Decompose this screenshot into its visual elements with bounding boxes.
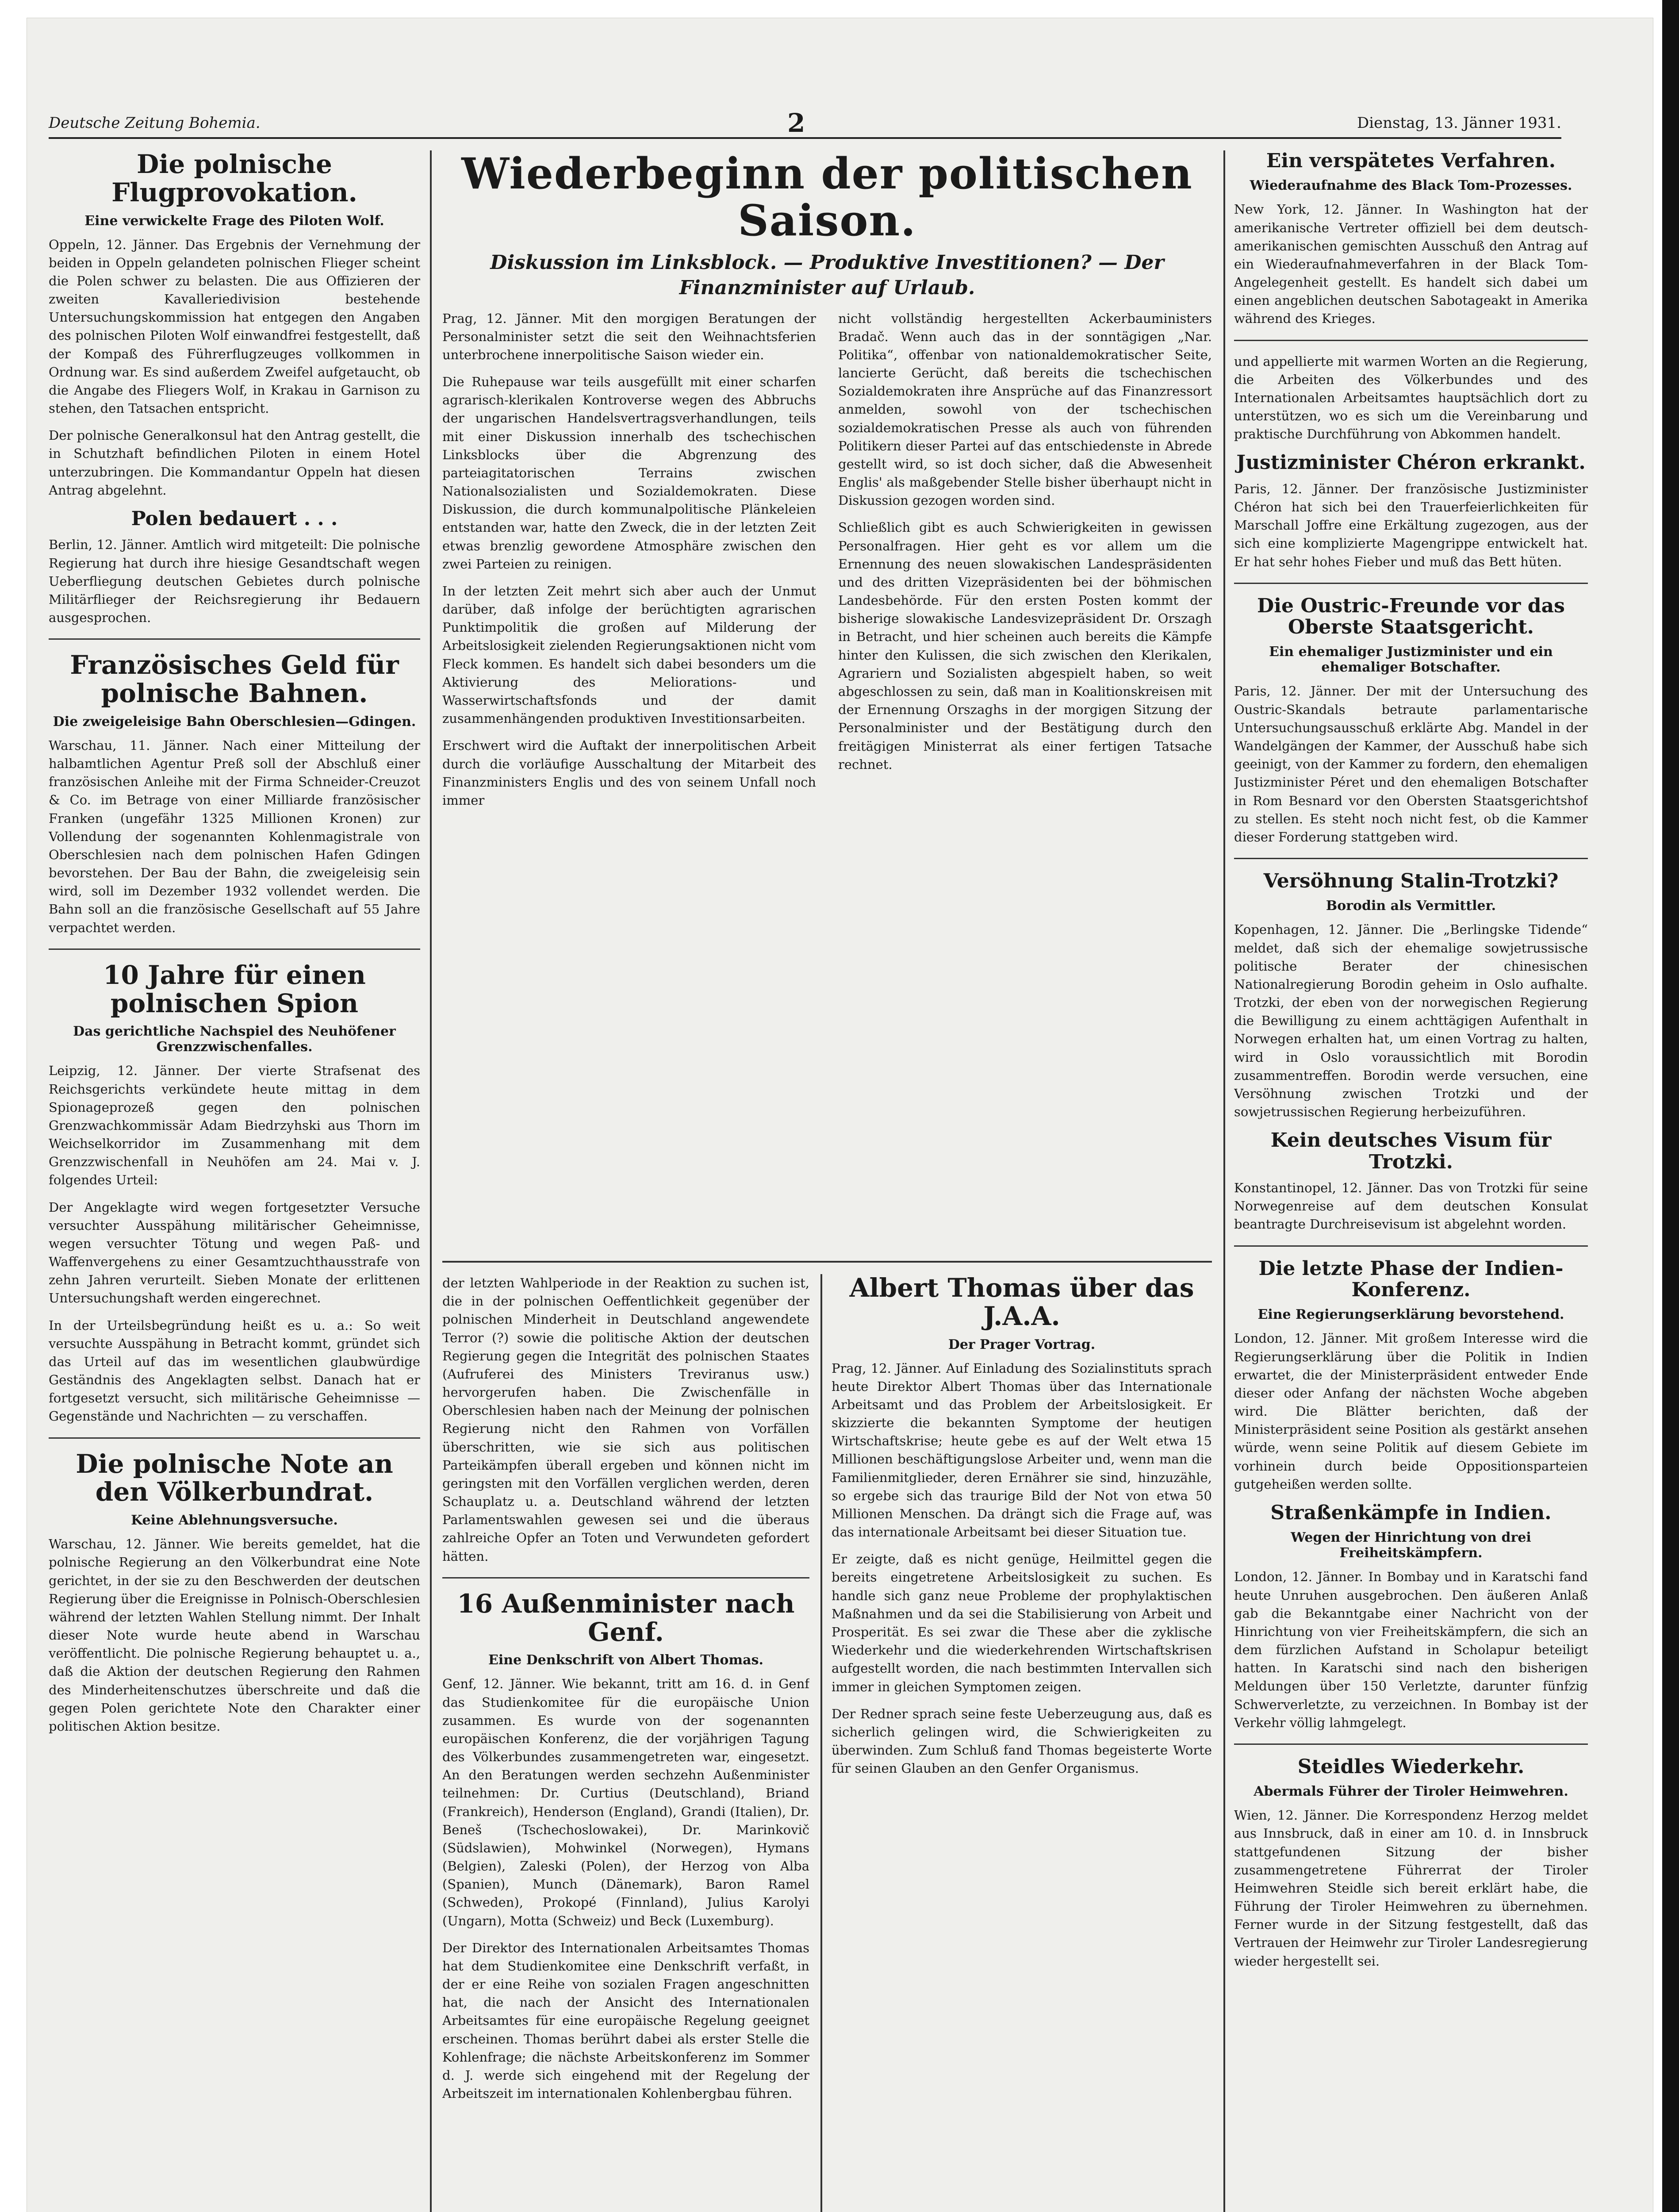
divider — [1234, 1743, 1588, 1745]
article-subtitle: Eine Regierungserklärung bevorstehend. — [1257, 1307, 1564, 1323]
article-text: Konstantinopel, 12. Jänner. Das von Trotzki für seine Norwegenreise auf dem deutschen Konsulat beantragte Durchreisevisum ist abgelehnt worden. — [1234, 1180, 1588, 1232]
article-text: und appellierte mit warmen Worten an die Regierung, die Arbeiten des Völkerbundes und des Internationalen Arbeitsamtes hauptsächlich dort zu unterstützen, wo es sich um die Vereinbarung und praktische Durchführung von Abkommen handelt. — [1234, 353, 1588, 442]
divider — [1234, 340, 1588, 341]
article-text: Der Angeklagte wird wegen fortgesetzter Versuche versuchter Ausspähung militärischer Geheimnisse, wegen versuchter Tötung und wegen Paß- und Waffenvergehens zu einer Gesamtzuchthausstrafe von zehn Jahren verurteilt. Sieben Monate der erlittenen Untersuchungshaft werden eingerechnet. — [49, 1199, 420, 1306]
lead-columns — [442, 310, 1212, 818]
divider — [49, 1437, 420, 1439]
lead-article — [442, 150, 1212, 1265]
article-text: Berlin, 12. Jänner. Amtlich wird mitgeteilt: Die polnische Regierung hat durch ihre hiesige Gesandtschaft wegen Ueberfliegung deutschen Gebietes durch polnische Militärflieger der Reichsregierung ihr Bedauern ausgesprochen. — [49, 537, 420, 626]
article-title: Die Oustric-Freunde vor das Oberste Staatsgericht. — [1257, 594, 1565, 639]
article-text: Oppeln, 12. Jänner. Das Ergebnis der Vernehmung der beiden in Oppeln gelandeten polnischen Flieger scheint die Polen schwer zu belasten. Die aus Offizieren der zweiten Kavalleriedivision bestehende Untersuchungskommission hat entgegen den Angaben des polnischen Piloten Wolf einwandfrei festgestellt, daß der Kompaß des Führerflugzeuges vollkommen in Ordnung war. Es sind außerdem Zweifel aufgetaucht, ob die Angabe des Fliegers Wolf, in Krakau in Garnison zu stehen, den Tatsachen entspricht. — [49, 237, 420, 416]
article-title: Steidles Wiederkehr. — [1297, 1755, 1525, 1778]
column-4 — [1234, 150, 1588, 2212]
article-text: New York, 12. Jänner. In Washington hat der amerikanische Vertreter offiziell bei dem deutsch-amerikanischen gemischten Ausschuß den Antrag auf ein Wiederaufnahmeverfahren in der Black Tom-Angelegenheit gestellt. Es handelt sich dabei um einen angeblichen deutschen Sabotageakt in Amerika während des Krieges. — [1234, 202, 1588, 326]
article-text: Der Direktor des Internationalen Arbeitsamtes Thomas hat dem Studienkomitee eine Denkschrift verfaßt, in der er eine Reihe von sozialen Fragen angeschnitten hat, die nach der Ansicht des Internationalen Arbeitsamtes für eine europäische Regelung geeignet erscheinen. Thomas berührt dabei als erster Stelle die Kohlenfrage; die nächste Arbeitskonferenz im Sommer d. J. werde sich eingehend mit der Regelung der Arbeitszeit im internationalen Kohlenbergbau führen. — [442, 1940, 809, 2101]
lead-title: Wiederbeginn der politischen Saison. — [461, 150, 1193, 246]
article-title: Justizminister Chéron erkrankt. — [1236, 451, 1586, 474]
article-text: Kopenhagen, 12. Jänner. Die „Berlingske Tidende“ meldet, daß sich der ehemalige sowjetrussische politische Berater der chinesischen Nationalregierung Borodin geheim in Oslo aufhalte. Trotzki, der eben von der norwegischen Regierung die Bewilligung zu einem achttägigen Aufenthalt in Norwegen erhalten hat, um einen Vortrag zu halten, wird in Oslo voraussichtlich mit Borodin zusammentreffen. Borodin werde versuchen, eine Versöhnung zwischen Trotzki und der sowjetrussischen Regierung herbeizuführen. — [1234, 922, 1588, 1120]
column-2-lower — [442, 1274, 809, 2212]
article-title: Kein deutsches Visum für Trotzki. — [1270, 1129, 1552, 1173]
issue-date: Dienstag, 13. Jänner 1931. — [1357, 114, 1561, 132]
article-text: London, 12. Jänner. In Bombay und in Karatschi fand heute Unruhen ausgebrochen. Den äußeren Anlaß gab die Bekanntgabe einer Nachricht von der Hinrichtung von vier Freiheitskämpfern, die sich an dem fürzlichen Aufstand in Scholapur beteiligt hatten. In Karatschi sind nach den bisherigen Meldungen über 150 Verletzte, darunter fünfzig Schwerverletzte, zu verzeichnen. In Bombay ist der Verkehr völlig lahmgelegt. — [1234, 1569, 1588, 1730]
article-title: Französisches Geld für polnische Bahnen. — [70, 650, 399, 709]
article-title: Ein verspätetes Verfahren. — [1266, 150, 1556, 172]
article-subtitle: Abermals Führer der Tiroler Heimwehren. — [1254, 1784, 1568, 1800]
column-rule-3 — [1223, 150, 1225, 2212]
column-rule-1 — [430, 150, 432, 2212]
article-text: Paris, 12. Jänner. Der französische Justizminister Chéron hat sich bei den Trauerfeierlichkeiten für Marschall Joffre eine Erkältung zugezogen, aus der sich eine komplizierte Magengrippe entwickelt hat. Er hat sehr hohes Fieber und muß das Bett hüten. — [1234, 481, 1588, 569]
article-text: In der Urteilsbegründung heißt es u. a.: So weit versuchte Ausspähung in Betracht kommt, gründet sich das Urteil auf das im wesentlichen glaubwürdige Geständnis des Angeklagten selbst. Danach hat er fortgesetzt versucht, sich militärische Geheimnisse — Gegenstände und Nachrichten — zu verschaffen. — [49, 1317, 420, 1424]
article-text: nicht vollständig hergestellten Ackerbauministers Bradač. Wenn auch das in der sonntägigen „Nar. Politika“, offenbar von nationaldemokratischer Seite, lancierte Gerücht, daß bereits die tschechischen Sozialdemokraten ihre Ansprüche auf das Finanzressort anmelden, sowohl von der tschechischen sozialdemokratischen Presse als auch von führenden Politikern dieser Partei auf das entschiedenste in Abrede gestellt wird, so ist doch sicher, daß die Abwesenheit Englis' als maßgebender Stelle bisher überhaupt nicht in Diskussion gezogen worden sind. — [838, 311, 1212, 508]
article-text: Schließlich gibt es auch Schwierigkeiten in gewissen Personalfragen. Hier geht es vor allem um die Ernennung des neuen slowakischen Landespräsidenten und des dritten Vizepräsidenten bei der böhmischen Landesbehörde. Für den ersten Posten kommt der bisherige slowakische Landesvizepräsident Dr. Orszagh in Betracht, und hier scheinen auch bereits die Kämpfe hinter den Kulissen, die sich zwischen den Klerikalen, Agrariern und Sozialisten abgespielt haben, so weit abgeschlossen zu sein, daß man in Koalitionskreisen mit der Ernennung Orszaghs in der morgigen Sitzung der Personalminister und der Bestätigung durch den freitägigen Ministerrat als einer fertigen Tatsache rechnet. — [838, 520, 1212, 772]
article-subtitle: Die zweigeleisige Bahn Oberschlesien—Gdingen. — [53, 714, 416, 730]
page-number: 2 — [787, 108, 805, 138]
article-title: Albert Thomas über das J.A.A. — [849, 1274, 1194, 1331]
lead-subtitle: Diskussion im Linksblock. — Produktive Investitionen? — Der Finanzminister auf Urlaub. — [490, 251, 1164, 300]
article-text: Genf, 12. Jänner. Wie bekannt, tritt am 16. d. in Genf das Studienkomitee für die europäische Union zusammen. Es wurde von der sogenannten europäischen Konferenz, die der vorjährigen Tagung des Völkerbundes zusammengetreten war, eingesetzt. An den Beratungen werden sechzehn Außenminister teilnehmen: Dr. Curtius (Deutschland), Briand (Frankreich), Henderson (England), Grandi (Italien), Dr. Beneš (Tschechoslowakei), Dr. Marinkovič (Südslawien), Mohwinkel (Norwegen), Hymans (Belgien), Zaleski (Polen), der Herzog von Alba (Spanien), Munch (Dänemark), Baron Ramel (Schweden), Prokopé (Finnland), Julius Karolyi (Ungarn), Motta (Schweiz) und Beck (Luxemburg). — [442, 1676, 809, 1928]
article-title: Straßenkämpfe in Indien. — [1270, 1501, 1552, 1524]
article-title: Die polnische Note an den Völkerbundrat. — [76, 1448, 393, 1507]
article-title: Die letzte Phase der Indien-Konferenz. — [1258, 1257, 1564, 1301]
article-subtitle: Keine Ablehnungsversuche. — [131, 1513, 338, 1528]
column-rule-2 — [820, 1274, 822, 2212]
divider — [442, 1577, 809, 1578]
article-text: Der polnische Generalkonsul hat den Antrag gestellt, die in Schutzhaft befindlichen Piloten in einem Hotel unterzubringen. Die Kommandantur Oppeln hat diesen Antrag abgelehnt. — [49, 428, 420, 498]
page-header — [49, 108, 1561, 139]
article-subtitle: Ein ehemaliger Justizminister und ein ehemaliger Botschafter. — [1269, 644, 1553, 676]
article-subtitle: Der Prager Vortrag. — [948, 1336, 1096, 1352]
article-text: Leipzig, 12. Jänner. Der vierte Strafsenat des Reichsgerichts verkündete heute mittag in dem Spionageprozeß gegen den polnischen Grenzwachkommissär Adam Biedrzyhski aus Thorn im Weichselkorridor im Zusammenhang mit dem Grenzzwischenfall in Neuhöfen am 24. Mai v. J. folgendes Urteil: — [49, 1063, 420, 1188]
article-text: London, 12. Jänner. Mit großem Interesse wird die Regierungserklärung über die Politik in Indien erwartet, die der Ministerpräsident entweder Ende dieser oder Anfang der nächsten Woche abgeben wird. Die Blätter berichten, daß der Ministerpräsident seine Position als gestärkt ansehen würde, wenn seine Politik auf diesem Gebiete im vorhinein durch beide Oppositionsparteien gutgeheißen werden sollte. — [1234, 1331, 1588, 1492]
article-title: 16 Außenminister nach Genf. — [457, 1588, 795, 1647]
column-1 — [49, 150, 420, 2212]
article-text: Warschau, 12. Jänner. Wie bereits gemeldet, hat die polnische Regierung an den Völkerbundrat eine Note gerichtet, in der sie zu den Beschwerden der deutschen Regierung über die Ereignisse in Polnisch-Oberschlesien während der letzten Wahlen Stellung nimmt. Der Inhalt dieser Note wurde heute abend in Warschau veröffentlicht. Die polnische Regierung behauptet u. a., daß die Aktion der deutschen Regierung den Rahmen des Minderheitenschutzes überschreite und daß die gegen Polen gerichtete Note den Charakter einer politischen Aktion besitze. — [49, 1536, 420, 1734]
article-title: Die polnische Flugprovokation. — [111, 150, 357, 207]
article-subtitle: Wiederaufnahme des Black Tom-Prozesses. — [1250, 178, 1572, 194]
article-subtitle: Borodin als Vermittler. — [1326, 898, 1496, 914]
scan-edge — [1662, 0, 1679, 2212]
lead-column-right — [838, 310, 1212, 818]
article-text: Er zeigte, daß es nicht genüge, Heilmittel gegen die bereits eingetretene Arbeitslosigkeit zu suchen. Es handle sich ganz neue Probleme der prophylaktischen Maßnahmen und da sei die Stabilisierung von Arbeit und Prosperität. Es sei zwar die These aber die zyklische Wiederkehr und die wiederkehrenden Wirtschaftskrisen aufgestellt worden, die nach bestimmten Intervallen sich immer in gleichen Symptomen zeigen. — [832, 1551, 1212, 1694]
article-text: Erschwert wird die Auftakt der innerpolitischen Arbeit durch die vorläufige Ausschaltung der Mitarbeit des Finanzministers Englis und des von seinem Unfall noch immer — [442, 738, 816, 808]
article-title: 10 Jahre für einen polnischen Spion — [103, 960, 366, 1018]
article-text: Paris, 12. Jänner. Der mit der Untersuchung des Oustric-Skandals betraute parlamentarische Untersuchungsausschuß erklärte Abg. Mandel in der Wandelgängen der Kammer, der Ausschuß habe sich geeinigt, von der Kammer zu fordern, den ehemaligen Justizminister Péret und den ehemaligen Botschafter in Rom Besnard vor den Obersten Staatsgerichtshof zu stellen. Es steht noch nicht fest, ob die Kammer dieser Forderung stattgeben wird. — [1234, 684, 1588, 845]
article-subtitle: Das gerichtliche Nachspiel des Neuhöfener Grenzzwischenfalles. — [73, 1024, 396, 1055]
article-title: Versöhnung Stalin-Trotzki? — [1263, 870, 1559, 893]
article-text: In der letzten Zeit mehrt sich aber auch der Unmut darüber, daß infolge der berüchtigten agrarischen Punktimpolitik die großen auf Milderung der Arbeitslosigkeit zielenden Regierungsaktionen nicht vom Fleck kommen. Es handelt sich dabei besonders um die Aktivierung des Meliorations- und Wasserwirtschaftsfonds und der damit zusammenhängenden produktiven Investitionsarbeiten. — [442, 583, 816, 726]
article-text: Prag, 12. Jänner. Mit den morgigen Beratungen der Personalminister setzt die seit den Weihnachtsferien unterbrochene innerpolitische Saison wieder ein. — [442, 311, 816, 362]
lead-column-left — [442, 310, 816, 818]
divider — [1234, 858, 1588, 859]
article-text: Der Redner sprach seine feste Ueberzeugung aus, daß es sicherlich gelingen wird, die Schwierigkeiten zu überwinden. Zum Schluß fand Thomas begeisterte Worte für seinen Glauben an den Genfer Organismus. — [832, 1706, 1212, 1776]
article-text: Warschau, 11. Jänner. Nach einer Mitteilung der halbamtlichen Agentur Preß soll der Abschluß einer französischen Anleihe mit der Firma Schneider-Creuzot & Co. im Betrage von einer Milliarde französischer Franken (ungefähr 1325 Millionen Kronen) zur Vollendung der sogenannten Kohlenmagistrale von Oberschlesien nach dem polnischen Hafen Gdingen bevorstehen. Der Bau der Bahn, die zweigeleisig sein wird, soll im Dezember 1932 vollendet werden. Die Bahn soll an die französische Gesellschaft auf 55 Jahre verpachtet werden. — [49, 737, 420, 935]
divider — [1234, 1245, 1588, 1247]
article-subtitle: Wegen der Hinrichtung von drei Freiheitskämpfern. — [1291, 1530, 1531, 1561]
column-3-lower — [832, 1274, 1212, 2212]
article-text: Wien, 12. Jänner. Die Korrespondenz Herzog meldet aus Innsbruck, daß in einer am 10. d. in Innsbruck stattgefundenen Sitzung der bisher zusammengetretene Führerrat der Tiroler Heimwehren Steidle sich bereit erklärt habe, die Führung der Tiroler Heimwehren zu übernehmen. Ferner wurde in der Sitzung festgestellt, daß das Vertrauen der Heimwehr zur Tiroler Landesregierung wieder hergestellt sei. — [1234, 1808, 1588, 1969]
article-title: Polen bedauert . . . — [131, 507, 338, 530]
divider — [49, 949, 420, 950]
article-text: Prag, 12. Jänner. Auf Einladung des Sozialinstituts sprach heute Direktor Albert Thomas über das Internationale Arbeitsamt und das Problem der Arbeitslosigkeit. Er skizzierte die bekannten Symptome der heutigen Wirtschaftskrise; heute gebe es auf der Welt etwa 15 Millionen beschäftigungslose Arbeiter und, wenn man die Familienmitglieder, deren Ernährer sie sind, hinzuzähle, so ergebe sich das traurige Bild der Not von etwa 50 Millionen Menschen. Da drängt sich die Frage auf, was das internationale Arbeitsamt bei dieser Situation tue. — [832, 1360, 1212, 1540]
divider — [49, 638, 420, 640]
article-text: Die Ruhepause war teils ausgefüllt mit einer scharfen agrarisch-klerikalen Kontroverse wegen des Abbruchs der ungarischen Handelsvertragsverhandlungen, teils mit einer Diskussion innerhalb des tschechischen Linksblocks über die Abgrenzung des parteiagitatorischen Terrains zwischen Nationalsozialisten und Sozialdemokraten. Diese Diskussion, die durch kommunalpolitische Plänkeleien entstanden war, hatte den Zweck, die in der letzten Zeit etwas brenzlig gewordene Atmosphäre zwischen den zwei Parteien zu reinigen. — [442, 374, 816, 572]
article-subtitle: Eine verwickelte Frage des Piloten Wolf. — [84, 213, 384, 229]
divider — [1234, 583, 1588, 584]
article-subtitle: Eine Denkschrift von Albert Thomas. — [488, 1652, 763, 1668]
article-text: der letzten Wahlperiode in der Reaktion zu suchen ist, die in der polnischen Oeffentlichkeit gegenüber der polnischen Minderheit in Deutschland angewendete Terror (?) sowie die politische Aktion der deutschen Regierung gegen die Integrität des polnischen Staates (Aufruferei des Ministers Treviranus usw.) hervorgerufen haben. Die Zwischenfälle in Oberschlesien haben nach der Meinung der polnischen Regierung nicht den Rahmen von Vorfällen überschritten, wie sie sich aus politischen Parteikämpfen überall ergeben und können nicht im geringsten mit den Vorfällen verglichen werden, deren Schauplatz u. a. Deutschland während der letzten Parlamentswahlen gewesen sei und die überaus zahlreiche Opfer an Toten und Verwundeten gefordert hätten. — [442, 1275, 809, 1564]
newspaper-name: Deutsche Zeitung Bohemia. — [49, 114, 261, 132]
